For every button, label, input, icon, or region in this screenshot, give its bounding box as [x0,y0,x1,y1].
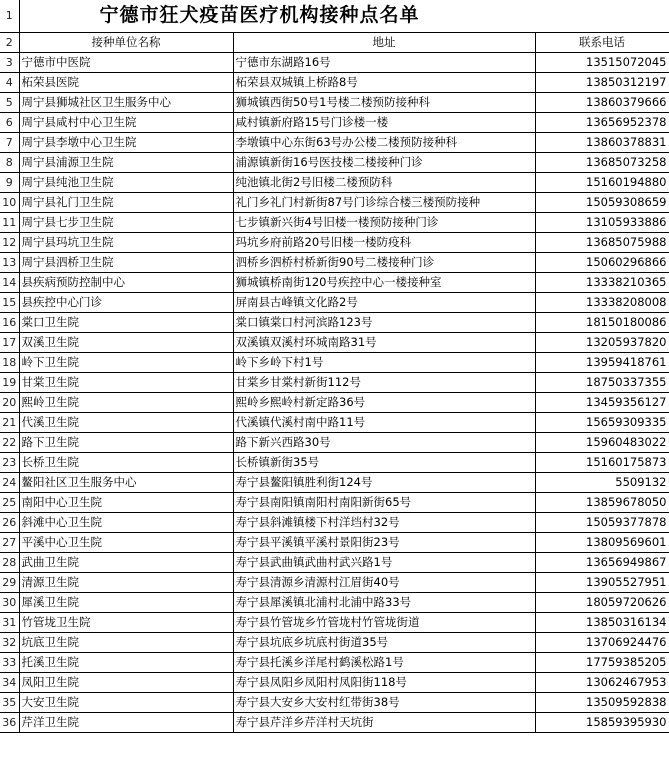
cell-address[interactable]: 宁德市东湖路16号 [233,52,535,72]
cell-unit-name[interactable]: 长桥卫生院 [19,452,233,472]
cell-unit-name[interactable]: 岭下卫生院 [19,352,233,372]
cell-phone[interactable]: 17759385205 [535,652,669,672]
cell-address[interactable]: 礼门乡礼门村新街87号门诊综合楼三楼预防接种 [233,192,535,212]
cell-address[interactable]: 路下新兴西路30号 [233,432,535,452]
table-row [0,552,669,572]
cell-phone[interactable]: 13459356127 [535,392,669,412]
row-number[interactable]: 25 [0,492,19,512]
cell-address[interactable]: 纯池镇北街2号旧楼二楼预防科 [233,172,535,192]
cell-phone[interactable]: 13706924476 [535,632,669,652]
cell-address[interactable]: 寿宁县凤阳乡凤阳村凤阳街118号 [233,672,535,692]
table-row [0,572,669,592]
cell-phone[interactable]: 15859395930 [535,712,669,732]
cell-unit-name[interactable]: 棠口卫生院 [19,312,233,332]
cell-address[interactable]: 寿宁县坑底乡坑底村街道35号 [233,632,535,652]
row-number[interactable]: 13 [0,252,19,272]
cell-unit-name[interactable]: 周宁县浦源卫生院 [19,152,233,172]
cell-unit-name[interactable]: 鳌阳社区卫生服务中心 [19,472,233,492]
table-row [0,452,669,472]
cell-address[interactable]: 寿宁县南阳镇南阳村南阳新街65号 [233,492,535,512]
row-number[interactable]: 27 [0,532,19,552]
row-number[interactable]: 21 [0,412,19,432]
header-address[interactable]: 地址 [233,32,535,52]
cell-phone[interactable]: 15059377878 [535,512,669,532]
cell-phone[interactable]: 5509132 [535,472,669,492]
cell-phone[interactable]: 15160175873 [535,452,669,472]
cell-unit-name[interactable]: 甘棠卫生院 [19,372,233,392]
row-number[interactable]: 4 [0,72,19,92]
cell-address[interactable]: 寿宁县托溪乡洋尾村鹤溪松路1号 [233,652,535,672]
table-row [0,692,669,712]
row-number[interactable]: 30 [0,592,19,612]
row-number[interactable]: 18 [0,352,19,372]
cell-unit-name[interactable]: 竹管垅卫生院 [19,612,233,632]
table-row [0,412,669,432]
cell-phone[interactable]: 13062467953 [535,672,669,692]
cell-phone[interactable]: 13509592838 [535,692,669,712]
cell-address[interactable]: 寿宁县犀溪镇北浦村北浦中路33号 [233,592,535,612]
table-row [0,532,669,552]
table-row [0,652,669,672]
header-row [0,32,669,52]
table-row [0,632,669,652]
row-number[interactable]: 17 [0,332,19,352]
cell-unit-name[interactable]: 宁德市中医院 [19,52,233,72]
cell-address[interactable]: 屏南县古峰镇文化路2号 [233,292,535,312]
row-number[interactable]: 22 [0,432,19,452]
row-number[interactable]: 15 [0,292,19,312]
row-number[interactable]: 3 [0,52,19,72]
table-row [0,392,669,412]
table-row [0,272,669,292]
row-number[interactable]: 14 [0,272,19,292]
cell-unit-name[interactable]: 周宁县玛坑卫生院 [19,232,233,252]
cell-unit-name[interactable]: 熙岭卫生院 [19,392,233,412]
row-number[interactable]: 20 [0,392,19,412]
table-row [0,92,669,112]
cell-unit-name[interactable]: 双溪卫生院 [19,332,233,352]
cell-address[interactable]: 玛坑乡府前路20号旧楼一楼防疫科 [233,232,535,252]
cell-unit-name[interactable]: 代溪卫生院 [19,412,233,432]
table-row [0,212,669,232]
cell-address[interactable]: 寿宁县竹管垅乡竹管垅村竹管垅街道 [233,612,535,632]
cell-phone[interactable]: 13860379666 [535,92,669,112]
row-number[interactable]: 23 [0,452,19,472]
cell-unit-name[interactable]: 平溪中心卫生院 [19,532,233,552]
table-row [0,512,669,532]
cell-address[interactable]: 七步镇新兴街4号旧楼一楼预防接种门诊 [233,212,535,232]
cell-phone[interactable]: 13515072045 [535,52,669,72]
table-row [0,52,669,72]
cell-unit-name[interactable]: 周宁县泗桥卫生院 [19,252,233,272]
table-row [0,172,669,192]
header-phone[interactable]: 联系电话 [535,32,669,52]
row-number[interactable]: 5 [0,92,19,112]
row-number[interactable]: 6 [0,112,19,132]
row-number[interactable]: 34 [0,672,19,692]
cell-phone[interactable]: 18059720626 [535,592,669,612]
row-number[interactable]: 35 [0,692,19,712]
cell-phone[interactable]: 13859678050 [535,492,669,512]
row-number[interactable]: 11 [0,212,19,232]
row-number[interactable]: 2 [0,32,19,52]
sheet-title[interactable]: 宁德市狂犬疫苗医疗机构接种点名单 [19,0,669,32]
cell-phone[interactable]: 13105933886 [535,212,669,232]
cell-address[interactable]: 长桥镇新街35号 [233,452,535,472]
cell-phone[interactable]: 13959418761 [535,352,669,372]
cell-phone[interactable]: 13205937820 [535,332,669,352]
row-number[interactable]: 33 [0,652,19,672]
cell-address[interactable]: 岭下乡岭下村1号 [233,352,535,372]
cell-phone[interactable]: 15060296866 [535,252,669,272]
cell-phone[interactable]: 15659309335 [535,412,669,432]
header-unit-name[interactable]: 接种单位名称 [19,32,233,52]
cell-unit-name[interactable]: 县疾控中心门诊 [19,292,233,312]
row-number[interactable]: 9 [0,172,19,192]
cell-phone[interactable]: 13656952378 [535,112,669,132]
title-row [0,0,669,32]
row-number[interactable]: 12 [0,232,19,252]
cell-phone[interactable]: 13850312197 [535,72,669,92]
cell-unit-name[interactable]: 周宁县礼门卫生院 [19,192,233,212]
table-row [0,372,669,392]
cell-address[interactable]: 柘荣县双城镇上桥路8号 [233,72,535,92]
cell-unit-name[interactable]: 周宁县李墩中心卫生院 [19,132,233,152]
row-number[interactable]: 36 [0,712,19,732]
table-row [0,292,669,312]
table-row [0,132,669,152]
cell-address[interactable]: 熙岭乡熙岭村新定路36号 [233,392,535,412]
row-number[interactable]: 31 [0,612,19,632]
cell-phone[interactable]: 13860378831 [535,132,669,152]
cell-unit-name[interactable]: 武曲卫生院 [19,552,233,572]
cell-phone[interactable]: 15160194880 [535,172,669,192]
cell-unit-name[interactable]: 大安卫生院 [19,692,233,712]
cell-unit-name[interactable]: 斜滩中心卫生院 [19,512,233,532]
table-row [0,332,669,352]
table-row [0,312,669,332]
row-number[interactable]: 1 [0,0,19,32]
cell-phone[interactable]: 15960483022 [535,432,669,452]
cell-unit-name[interactable]: 犀溪卫生院 [19,592,233,612]
table-row [0,712,669,732]
table-row [0,352,669,372]
cell-unit-name[interactable]: 周宁县咸村中心卫生院 [19,112,233,132]
table-row [0,252,669,272]
cell-unit-name[interactable]: 路下卫生院 [19,432,233,452]
cell-phone[interactable]: 13338208008 [535,292,669,312]
cell-address[interactable]: 咸村镇新府路15号门诊楼一楼 [233,112,535,132]
cell-phone[interactable]: 13685075988 [535,232,669,252]
row-number[interactable]: 10 [0,192,19,212]
cell-unit-name[interactable]: 清源卫生院 [19,572,233,592]
cell-unit-name[interactable]: 县疾病预防控制中心 [19,272,233,292]
row-number[interactable]: 29 [0,572,19,592]
cell-unit-name[interactable]: 周宁县七步卫生院 [19,212,233,232]
table-row [0,152,669,172]
cell-phone[interactable]: 13850316134 [535,612,669,632]
cell-unit-name[interactable]: 坑底卫生院 [19,632,233,652]
table-row [0,492,669,512]
cell-unit-name[interactable]: 周宁县狮城社区卫生服务中心 [19,92,233,112]
table-row [0,432,669,452]
table-row [0,472,669,492]
row-number[interactable]: 26 [0,512,19,532]
cell-address[interactable]: 棠口镇棠口村河滨路123号 [233,312,535,332]
cell-unit-name[interactable]: 周宁县纯池卫生院 [19,172,233,192]
row-number[interactable]: 7 [0,132,19,152]
cell-phone[interactable]: 18150180086 [535,312,669,332]
cell-address[interactable]: 寿宁县芹洋乡芹洋村天坑街 [233,712,535,732]
cell-address[interactable]: 寿宁县武曲镇武曲村武兴路1号 [233,552,535,572]
cell-unit-name[interactable]: 芹洋卫生院 [19,712,233,732]
cell-address[interactable]: 狮城镇桥南街120号疾控中心一楼接种室 [233,272,535,292]
row-number[interactable]: 8 [0,152,19,172]
cell-unit-name[interactable]: 凤阳卫生院 [19,672,233,692]
cell-address[interactable]: 寿宁县清源乡清源村江眉街40号 [233,572,535,592]
cell-phone[interactable]: 13338210365 [535,272,669,292]
table-row [0,672,669,692]
table-row [0,72,669,92]
table-row [0,192,669,212]
row-number[interactable]: 24 [0,472,19,492]
cell-address[interactable]: 寿宁县平溪镇平溪村景阳街23号 [233,532,535,552]
cell-phone[interactable]: 13809569601 [535,532,669,552]
cell-address[interactable]: 浦源镇新街16号医技楼二楼接种门诊 [233,152,535,172]
cell-phone[interactable]: 18750337355 [535,372,669,392]
cell-phone[interactable]: 13685073258 [535,152,669,172]
cell-phone[interactable]: 13905527951 [535,572,669,592]
cell-address[interactable]: 双溪镇双溪村环城南路31号 [233,332,535,352]
cell-address[interactable]: 李墩镇中心东街63号办公楼二楼预防接种科 [233,132,535,152]
table-row [0,112,669,132]
cell-unit-name[interactable]: 南阳中心卫生院 [19,492,233,512]
cell-address[interactable]: 代溪镇代溪村南中路11号 [233,412,535,432]
cell-address[interactable]: 甘棠乡甘棠村新街112号 [233,372,535,392]
row-number[interactable]: 28 [0,552,19,572]
cell-phone[interactable]: 15059308659 [535,192,669,212]
cell-address[interactable]: 寿宁县鳌阳镇胜利街124号 [233,472,535,492]
cell-address[interactable]: 寿宁县斜滩镇楼下村洋垱村32号 [233,512,535,532]
cell-address[interactable]: 寿宁县大安乡大安村红带街38号 [233,692,535,712]
table-row [0,592,669,612]
cell-address[interactable]: 狮城镇西街50号1号楼二楼预防接种科 [233,92,535,112]
cell-unit-name[interactable]: 柘荣县医院 [19,72,233,92]
row-number[interactable]: 19 [0,372,19,392]
cell-address[interactable]: 泗桥乡泗桥村桥新街90号二楼接种门诊 [233,252,535,272]
cell-unit-name[interactable]: 托溪卫生院 [19,652,233,672]
table-row [0,232,669,252]
row-number[interactable]: 32 [0,632,19,652]
table-row [0,612,669,632]
cell-phone[interactable]: 13656949867 [535,552,669,572]
row-number[interactable]: 16 [0,312,19,332]
